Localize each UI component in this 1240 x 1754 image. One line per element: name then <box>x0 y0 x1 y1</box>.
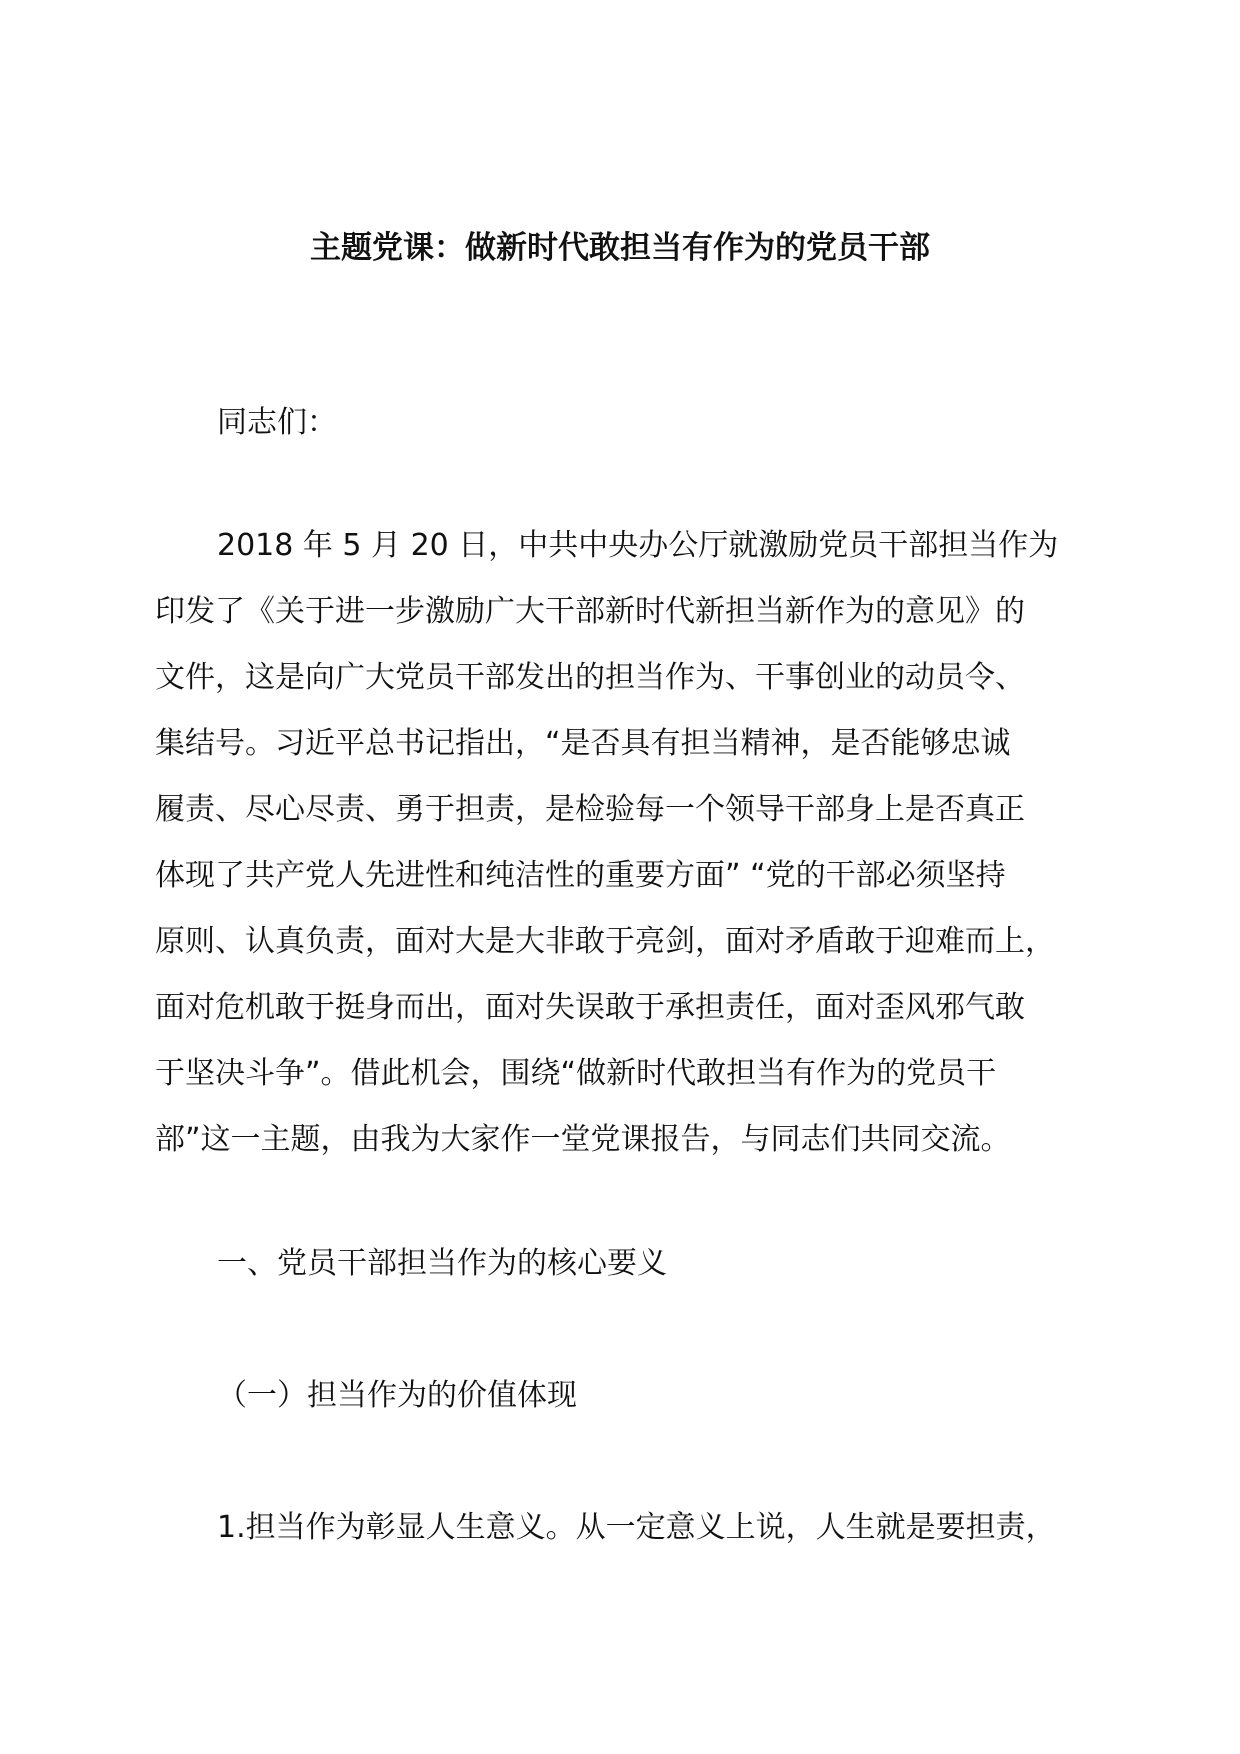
intro-line: 文件，这是向广大党员干部发出的担当作为、干事创业的动员令、 <box>155 660 1025 695</box>
intro-line: 部”这一主题，由我为大家作一堂党课报告，与同志们共同交流。 <box>155 1122 1011 1157</box>
document-title: 主题党课：做新时代敢担当有作为的党员干部 <box>310 230 930 266</box>
intro-line: 原则、认真负责，面对大是大非敢于亮剑，面对矛盾敢于迎难而上， <box>155 924 1055 959</box>
intro-line: 体现了共产党人先进性和纯洁性的重要方面” “党的干部必须坚持 <box>155 858 1006 893</box>
intro-line: 面对危机敢于挺身而出，面对失误敢于承担责任，面对歪风邪气敢 <box>155 990 1025 1025</box>
intro-line: 于坚决斗争”。借此机会，围绕“做新时代敢担当有作为的党员干 <box>155 1056 997 1091</box>
salutation: 同志们： <box>217 405 337 440</box>
intro-line: 2018 年 5 月 20 日，中共中央办公厅就激励党员干部担当作为 <box>217 528 1059 563</box>
subsection-heading: （一）担当作为的价值体现 <box>217 1378 577 1413</box>
intro-line: 印发了《关于进一步激励广大干部新时代新担当新作为的意见》的 <box>155 594 1025 629</box>
section-heading: 一、党员干部担当作为的核心要义 <box>217 1246 667 1281</box>
point-paragraph: 1.担当作为彰显人生意义。从一定意义上说，人生就是要担责， <box>217 1510 1056 1545</box>
intro-line: 履责、尽心尽责、勇于担责，是检验每一个领导干部身上是否真正 <box>155 792 1025 827</box>
intro-paragraph <box>155 513 1085 1173</box>
intro-line: 集结号。习近平总书记指出，“是否具有担当精神，是否能够忠诚 <box>155 726 1011 761</box>
